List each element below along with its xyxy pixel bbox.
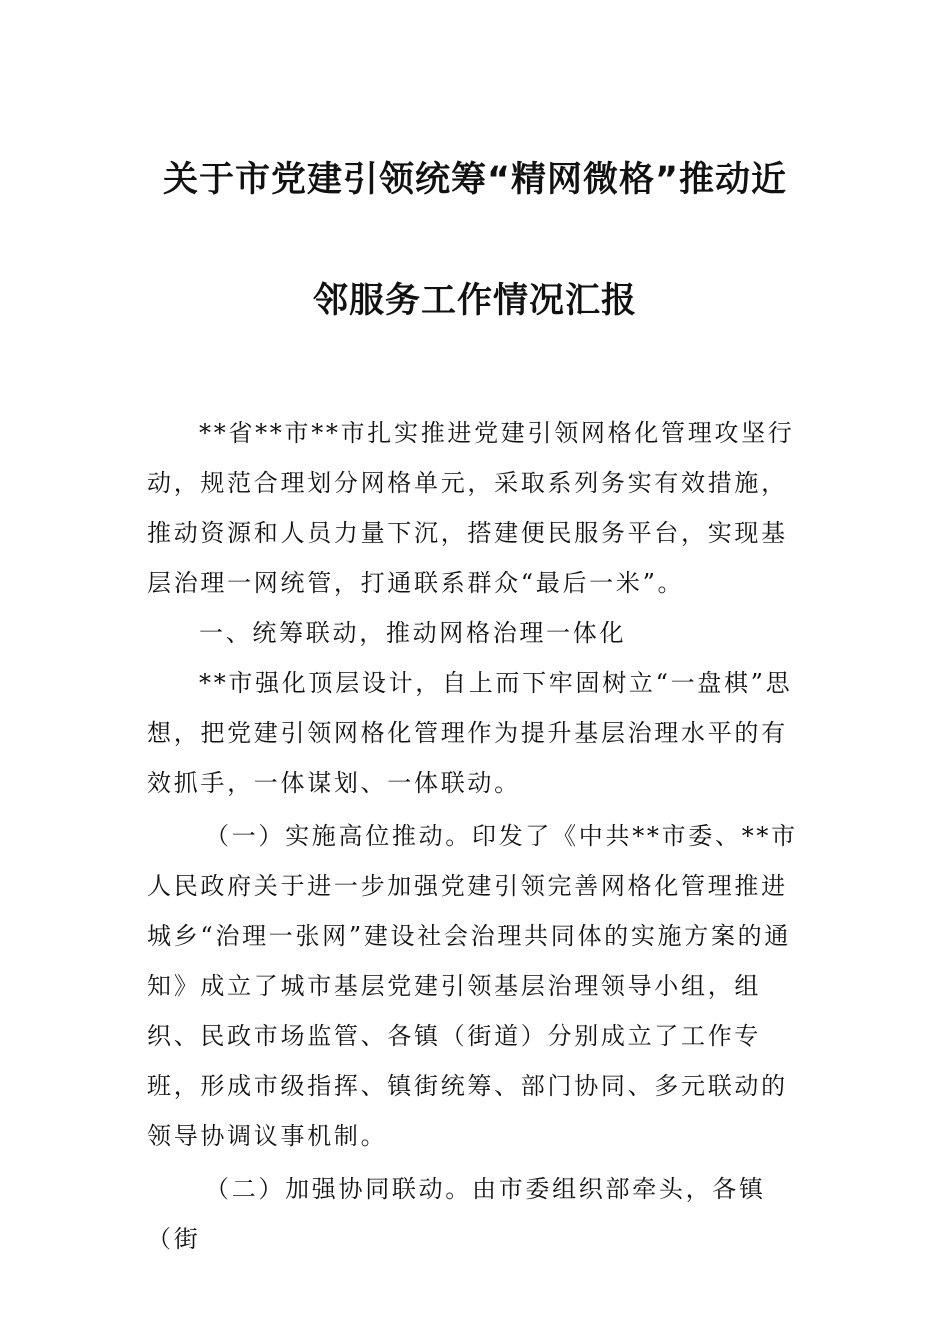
intro-paragraph: **省**市**市扎实推进党建引领网格化管理攻坚行动，规范合理划分网格单元，采取系列务实有效措施，推动资源和人员力量下沉，搭建便民服务平台，实现基层治理一网统管，打通联系群众“最后一米”。 [147, 419, 795, 597]
section-1-paragraph: **市强化顶层设计，自上而下牢固树立“一盘棋”思想，把党建引领网格化管理作为提升基层治理水平的有效抓手，一体谋划、一体联动。 [147, 669, 793, 797]
document-title-line-2: 邻服务工作情况汇报 [312, 281, 637, 321]
subsection-2-paragraph: （二）加强协同联动。由市委组织部牵头，各镇（街 [147, 1175, 766, 1253]
document-body [147, 408, 811, 1264]
document-title-line-1: 关于市党建引领统筹“精网微格”推动近 [162, 160, 787, 200]
section-heading-1: 一、统筹联动，推动网格治理一体化 [199, 619, 627, 647]
subsection-1-paragraph: （一）实施高位推动。印发了《中共**市委、**市人民政府关于进一步加强党建引领完善网格化管理推进城乡“治理一张网”建设社会治理共同体的实施方案的通知》成立了城市基层党建引领基层治理领导小组，组织、民政市场监管、各镇（街道）分别成立了工作专班，形成市级指挥、镇街统筹、部门协同、多元联动的领导协调议事机制。 [147, 822, 798, 1150]
